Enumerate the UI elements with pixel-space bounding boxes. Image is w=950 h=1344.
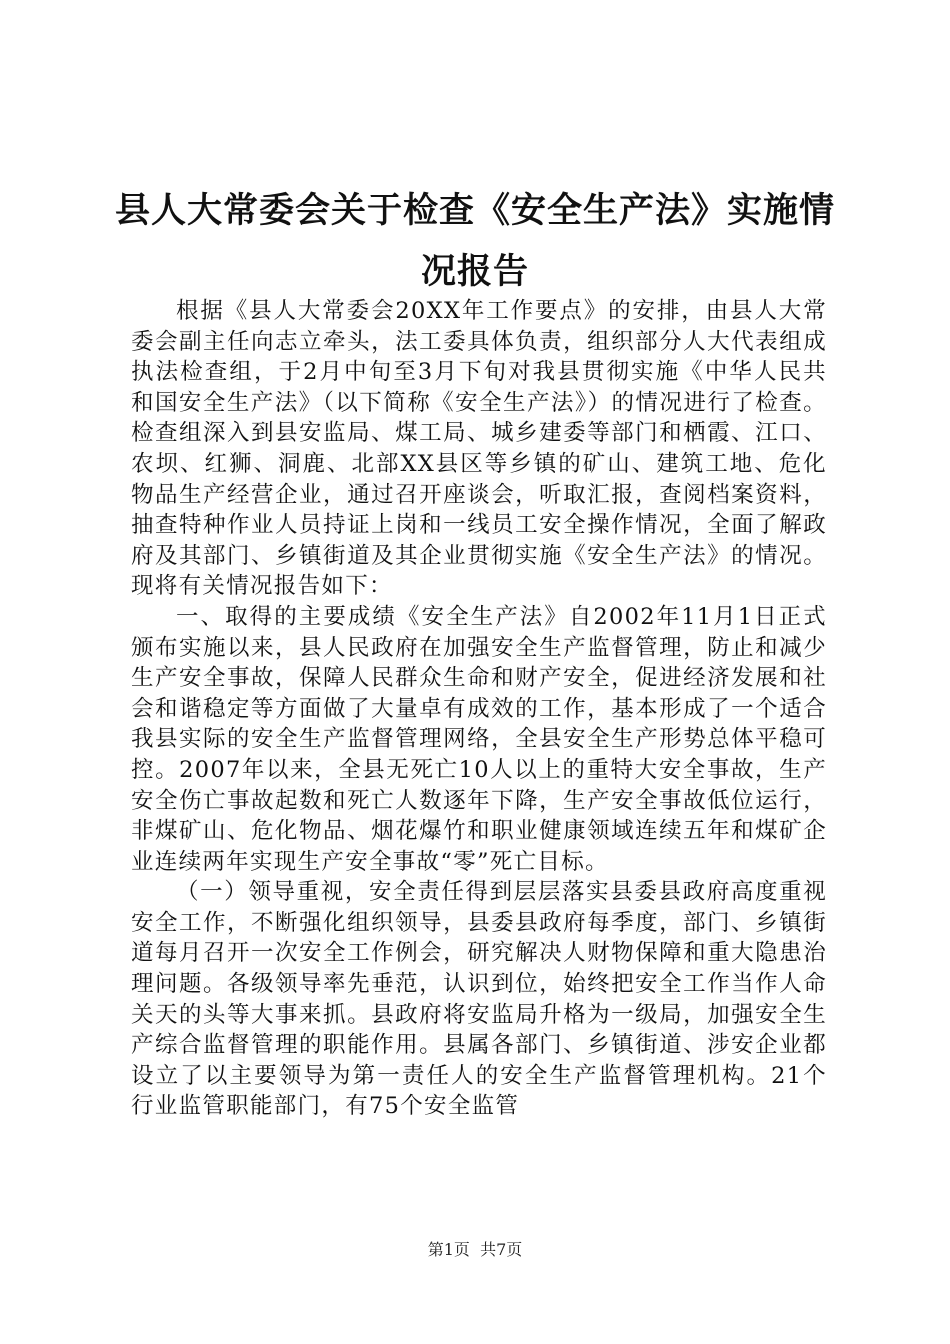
document-body — [131, 296, 827, 1122]
paragraph-intro: 根据《县人大常委会20XX年工作要点》的安排，由县人大常委会副主任向志立牵头，法工委具体负责，组织部分人大代表组成执法检查组，于2月中旬至3月下旬对我县贯彻实施《中华人民共和国安全生产法》（以下简称《安全生产法》）的情况进行了检查。检查组深入到县安监局、煤工局、城乡建委等部门和栖霞、江口、农坝、红狮、洞鹿、北部XX县区等乡镇的矿山、建筑工地、危化物品生产经营企业，通过召开座谈会，听取汇报，查阅档案资料，抽查特种作业人员持证上岗和一线员工安全操作情况，全面了解政府及其部门、乡镇街道及其企业贯彻实施《安全生产法》的情况。现将有关情况报告如下： — [131, 298, 827, 600]
document-title: 县人大常委会关于检查《安全生产法》实施情况报告 — [114, 190, 835, 292]
paragraph-leadership: （一）领导重视，安全责任得到层层落实县委县政府高度重视安全工作，不断强化组织领导，县委县政府每季度，部门、乡镇街道每月召开一次安全工作例会，研究解决人财物保障和重大隐患治理问题。各级领导率先垂范，认识到位，始终把安全工作当作人命关天的头等大事来抓。县政府将安监局升格为一级局，加强安全生产综合监督管理的职能作用。县属各部门、乡镇街道、涉安企业都设立了以主要领导为第一责任人的安全生产监督管理机构。21个行业监管职能部门，有75个安全监管 — [131, 879, 827, 1120]
page-footer — [0, 1240, 950, 1260]
page-total: 共7页 — [480, 1240, 523, 1259]
paragraph-achievements: 一、取得的主要成绩《安全生产法》自2002年11月1日正式颁布实施以来，县人民政府在加强安全生产监督管理，防止和减少生产安全事故，保障人民群众生命和财产安全，促进经济发展和社会和谐稳定等方面做了大量卓有成效的工作，基本形成了一个适合我县实际的安全生产监督管理网络，全县安全生产形势总体平稳可控。2007年以来，全县无死亡10人以上的重特大安全事故，生产安全伤亡事故起数和死亡人数逐年下降，生产安全事故低位运行，非煤矿山、危化物品、烟花爆竹和职业健康领域连续五年和煤矿企业连续两年实现生产安全事故“零”死亡目标。 — [131, 603, 827, 875]
page-number: 第1页 — [427, 1240, 470, 1259]
